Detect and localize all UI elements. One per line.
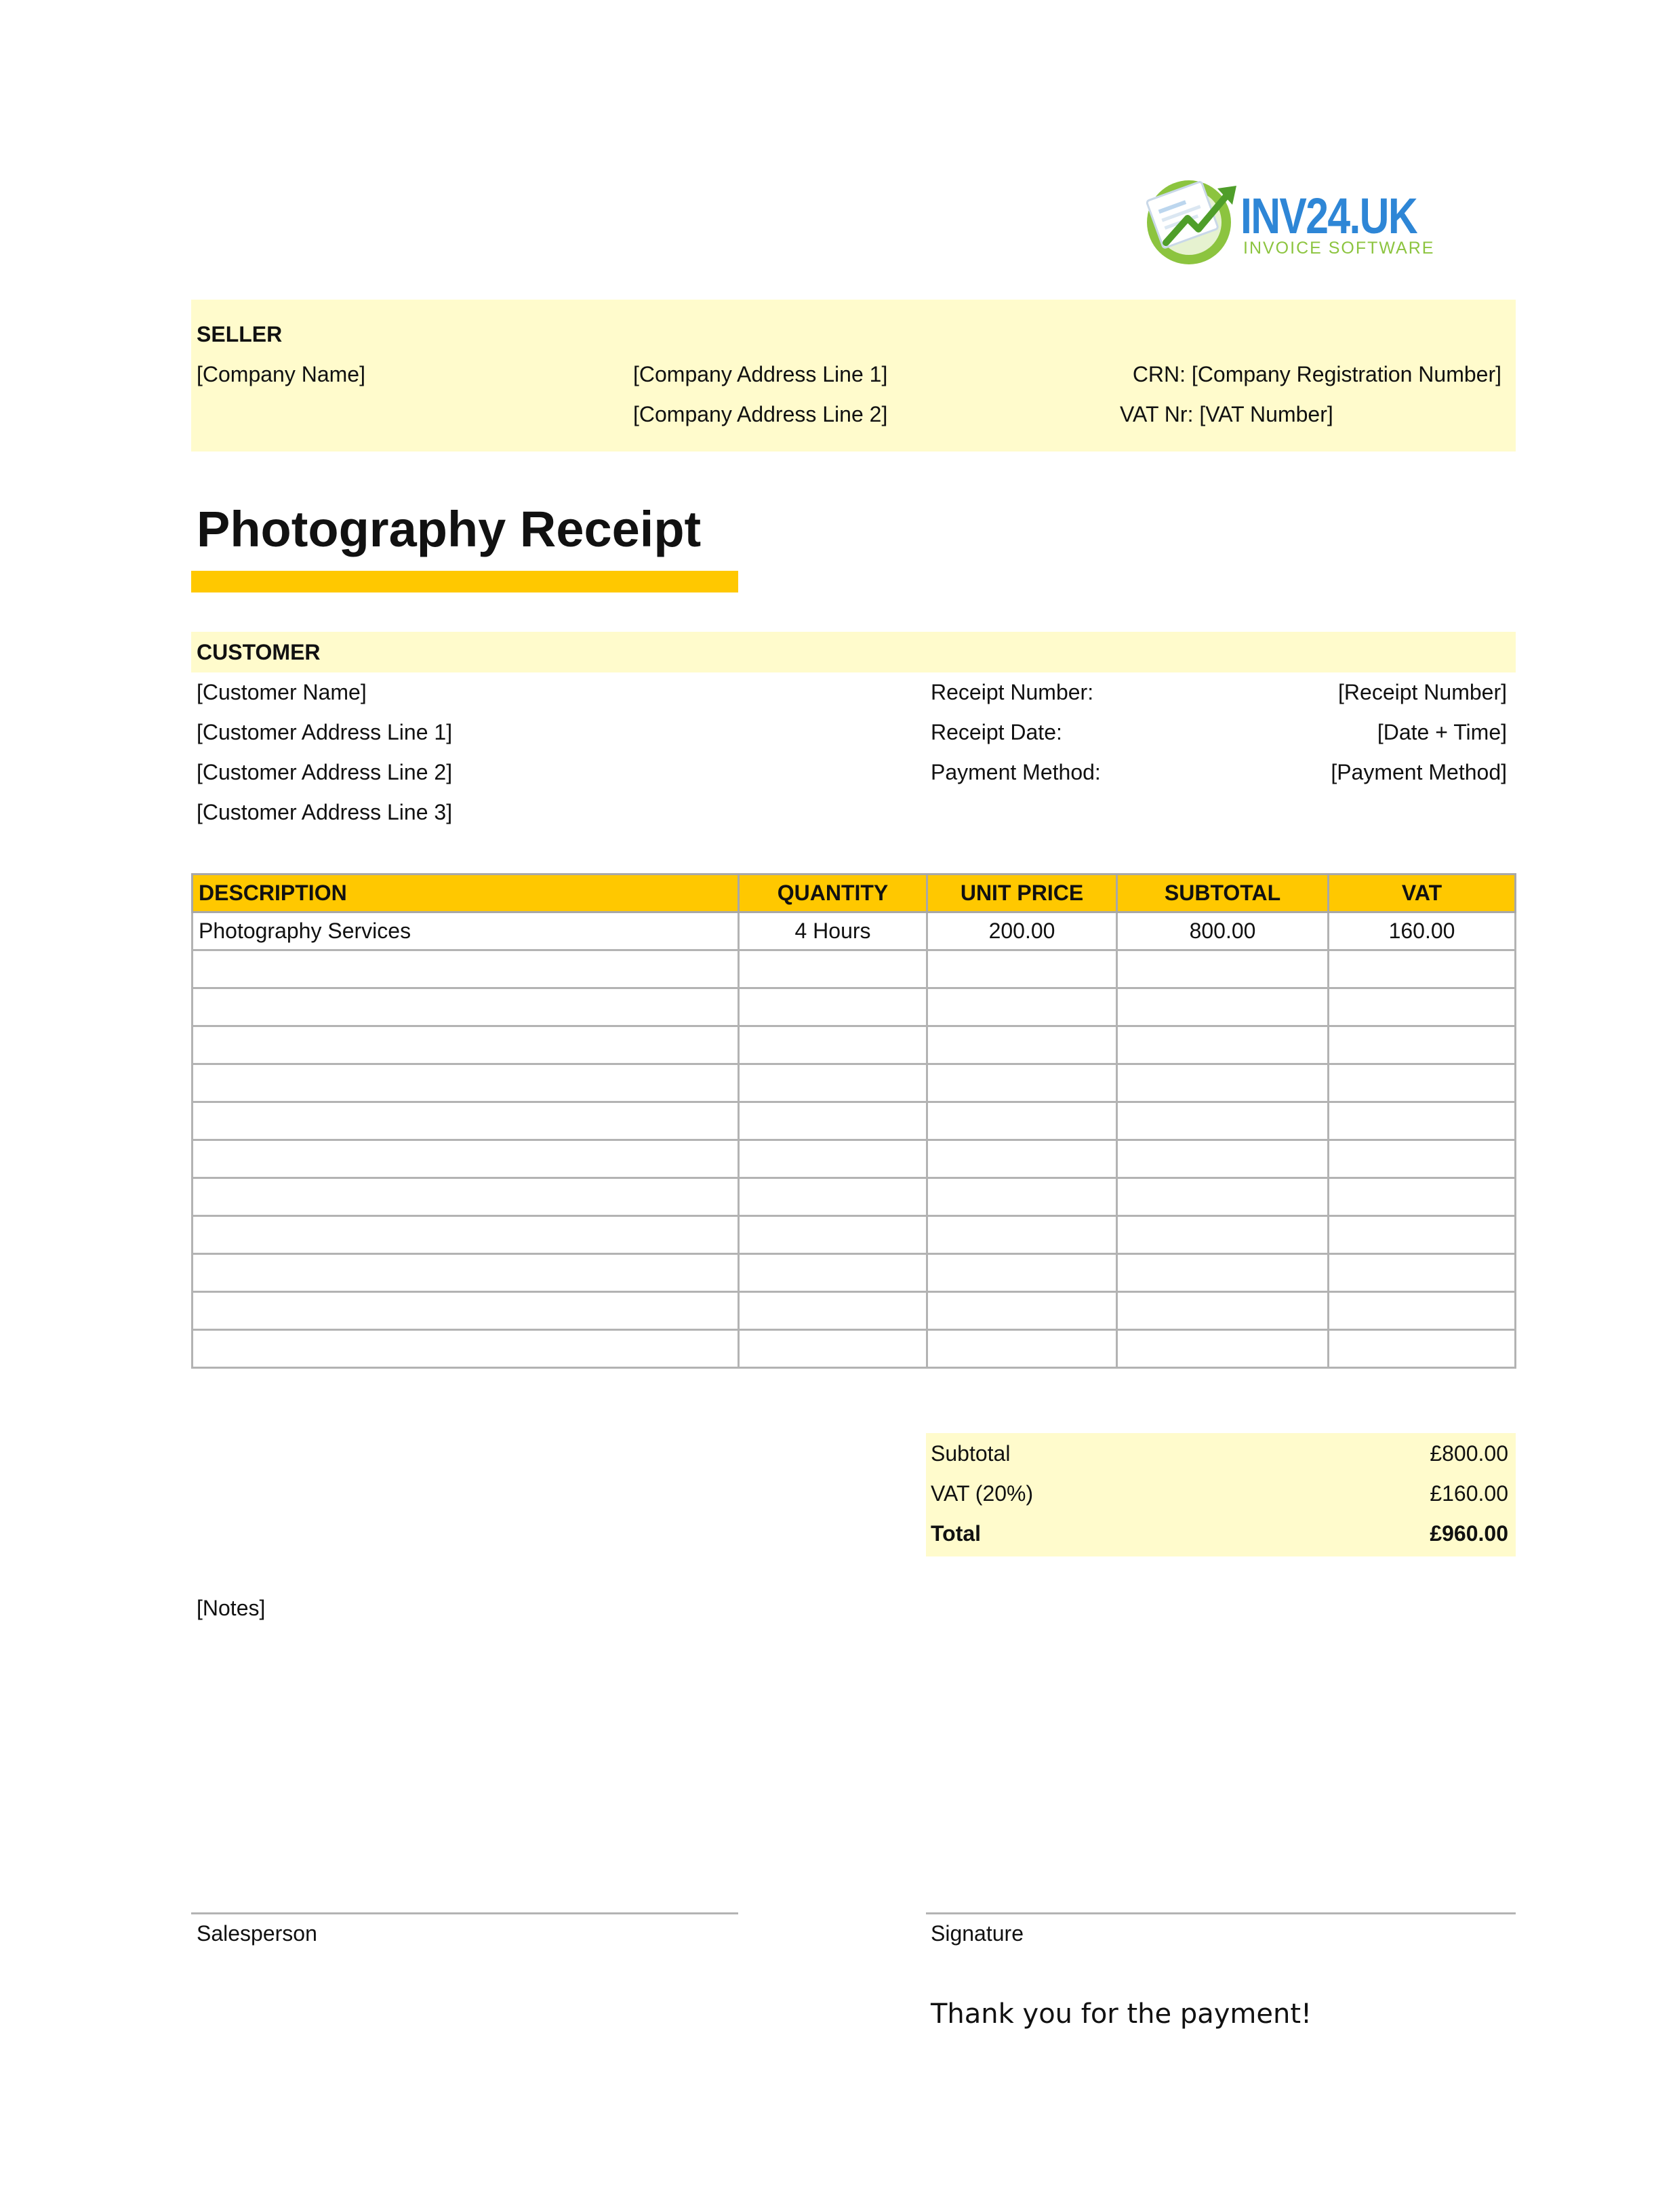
receipt-date-value: [Date + Time] — [1377, 720, 1507, 744]
cell-subtotal: 800.00 — [1117, 912, 1329, 950]
seller-heading: SELLER — [197, 322, 283, 346]
cell-unit-price — [927, 1026, 1117, 1064]
table-row — [193, 912, 1516, 950]
customer-address-line-2: [Customer Address Line 2] — [197, 760, 453, 784]
total-label: Total — [931, 1521, 982, 1546]
cell-subtotal — [1117, 1216, 1329, 1254]
cell-subtotal — [1117, 950, 1329, 988]
cell-vat — [1329, 988, 1516, 1026]
payment-method-value: [Payment Method] — [1331, 760, 1507, 784]
cell-description — [193, 1140, 739, 1178]
customer-address-line-1: [Customer Address Line 1] — [197, 720, 453, 744]
cell-unit-price — [927, 1216, 1117, 1254]
customer-name: [Customer Name] — [197, 680, 367, 704]
cell-quantity — [739, 1330, 927, 1368]
table-row — [193, 1292, 1516, 1330]
cell-quantity — [739, 1254, 927, 1292]
logo-tagline: INVOICE SOFTWARE — [1243, 239, 1435, 258]
cell-vat — [1329, 1330, 1516, 1368]
cell-vat — [1329, 1216, 1516, 1254]
cell-vat: 160.00 — [1329, 912, 1516, 950]
cell-quantity — [739, 988, 927, 1026]
cell-quantity — [739, 1102, 927, 1140]
customer-signature-line — [926, 1912, 1516, 1914]
cell-quantity — [739, 1064, 927, 1102]
total-value: £960.00 — [1430, 1521, 1508, 1546]
customer-heading-band — [191, 632, 1516, 672]
cell-subtotal — [1117, 1102, 1329, 1140]
payment-method-label: Payment Method: — [931, 760, 1101, 784]
cell-subtotal — [1117, 1330, 1329, 1368]
column-header-vat: VAT — [1329, 874, 1516, 912]
customer-heading: CUSTOMER — [197, 640, 321, 664]
cell-quantity — [739, 1178, 927, 1216]
table-row — [193, 1178, 1516, 1216]
column-header-quantity: QUANTITY — [739, 874, 927, 912]
cell-unit-price — [927, 1064, 1117, 1102]
seller-crn: CRN: [Company Registration Number] — [1132, 362, 1501, 386]
cell-quantity — [739, 1292, 927, 1330]
cell-subtotal — [1117, 1064, 1329, 1102]
salesperson-signature-line — [191, 1912, 738, 1914]
signature-label: Signature — [931, 1921, 1024, 1946]
thank-you-message: Thank you for the payment! — [931, 1998, 1312, 2030]
title-underline-bar — [191, 571, 738, 592]
table-row — [193, 1140, 1516, 1178]
cell-quantity — [739, 950, 927, 988]
vat-value: £160.00 — [1430, 1481, 1508, 1506]
table-row — [193, 1254, 1516, 1292]
cell-description — [193, 1102, 739, 1140]
cell-vat — [1329, 1292, 1516, 1330]
table-row — [193, 988, 1516, 1026]
table-row — [193, 1216, 1516, 1254]
cell-unit-price — [927, 1330, 1117, 1368]
table-row — [193, 1026, 1516, 1064]
cell-vat — [1329, 1064, 1516, 1102]
cell-vat — [1329, 1254, 1516, 1292]
cell-unit-price — [927, 1254, 1117, 1292]
notes-field: [Notes] — [197, 1596, 266, 1620]
cell-subtotal — [1117, 1026, 1329, 1064]
column-header-subtotal: SUBTOTAL — [1117, 874, 1329, 912]
cell-description — [193, 1216, 739, 1254]
table-header-row — [193, 874, 1516, 912]
logo-wordmark: INV24.UK — [1240, 188, 1417, 244]
vat-label: VAT (20%) — [931, 1481, 1034, 1506]
subtotal-label: Subtotal — [931, 1441, 1011, 1466]
salesperson-label: Salesperson — [197, 1921, 317, 1946]
seller-address-line-2: [Company Address Line 2] — [633, 402, 888, 426]
cell-subtotal — [1117, 988, 1329, 1026]
table-row — [193, 950, 1516, 988]
line-items-table — [191, 873, 1516, 1369]
cell-description: Photography Services — [193, 912, 739, 950]
table-row — [193, 1330, 1516, 1368]
cell-description — [193, 1254, 739, 1292]
column-header-description: DESCRIPTION — [193, 874, 739, 912]
cell-description — [193, 1178, 739, 1216]
cell-unit-price: 200.00 — [927, 912, 1117, 950]
column-header-unit-price: UNIT PRICE — [927, 874, 1117, 912]
cell-subtotal — [1117, 1254, 1329, 1292]
cell-unit-price — [927, 988, 1117, 1026]
cell-unit-price — [927, 1178, 1117, 1216]
document-title: Photography Receipt — [197, 501, 702, 557]
cell-subtotal — [1117, 1178, 1329, 1216]
cell-unit-price — [927, 1140, 1117, 1178]
cell-unit-price — [927, 950, 1117, 988]
cell-quantity — [739, 1140, 927, 1178]
seller-company-name: [Company Name] — [197, 362, 365, 386]
cell-description — [193, 1292, 739, 1330]
cell-quantity — [739, 1026, 927, 1064]
cell-description — [193, 1026, 739, 1064]
cell-description — [193, 1064, 739, 1102]
customer-address-line-3: [Customer Address Line 3] — [197, 800, 453, 824]
cell-vat — [1329, 950, 1516, 988]
cell-subtotal — [1117, 1292, 1329, 1330]
brand-logo — [1139, 168, 1437, 270]
table-row — [193, 1064, 1516, 1102]
receipt-number-label: Receipt Number: — [931, 680, 1094, 704]
cell-vat — [1329, 1178, 1516, 1216]
cell-unit-price — [927, 1102, 1117, 1140]
logo-icon — [1139, 168, 1240, 270]
table-row — [193, 1102, 1516, 1140]
cell-unit-price — [927, 1292, 1117, 1330]
cell-vat — [1329, 1140, 1516, 1178]
cell-subtotal — [1117, 1140, 1329, 1178]
cell-description — [193, 1330, 739, 1368]
cell-description — [193, 988, 739, 1026]
cell-vat — [1329, 1102, 1516, 1140]
seller-vat-number: VAT Nr: [VAT Number] — [1120, 402, 1333, 426]
subtotal-value: £800.00 — [1430, 1441, 1508, 1466]
receipt-number-value: [Receipt Number] — [1338, 680, 1507, 704]
cell-vat — [1329, 1026, 1516, 1064]
seller-address-line-1: [Company Address Line 1] — [633, 362, 888, 386]
cell-quantity: 4 Hours — [739, 912, 927, 950]
cell-quantity — [739, 1216, 927, 1254]
receipt-date-label: Receipt Date: — [931, 720, 1062, 744]
cell-description — [193, 950, 739, 988]
